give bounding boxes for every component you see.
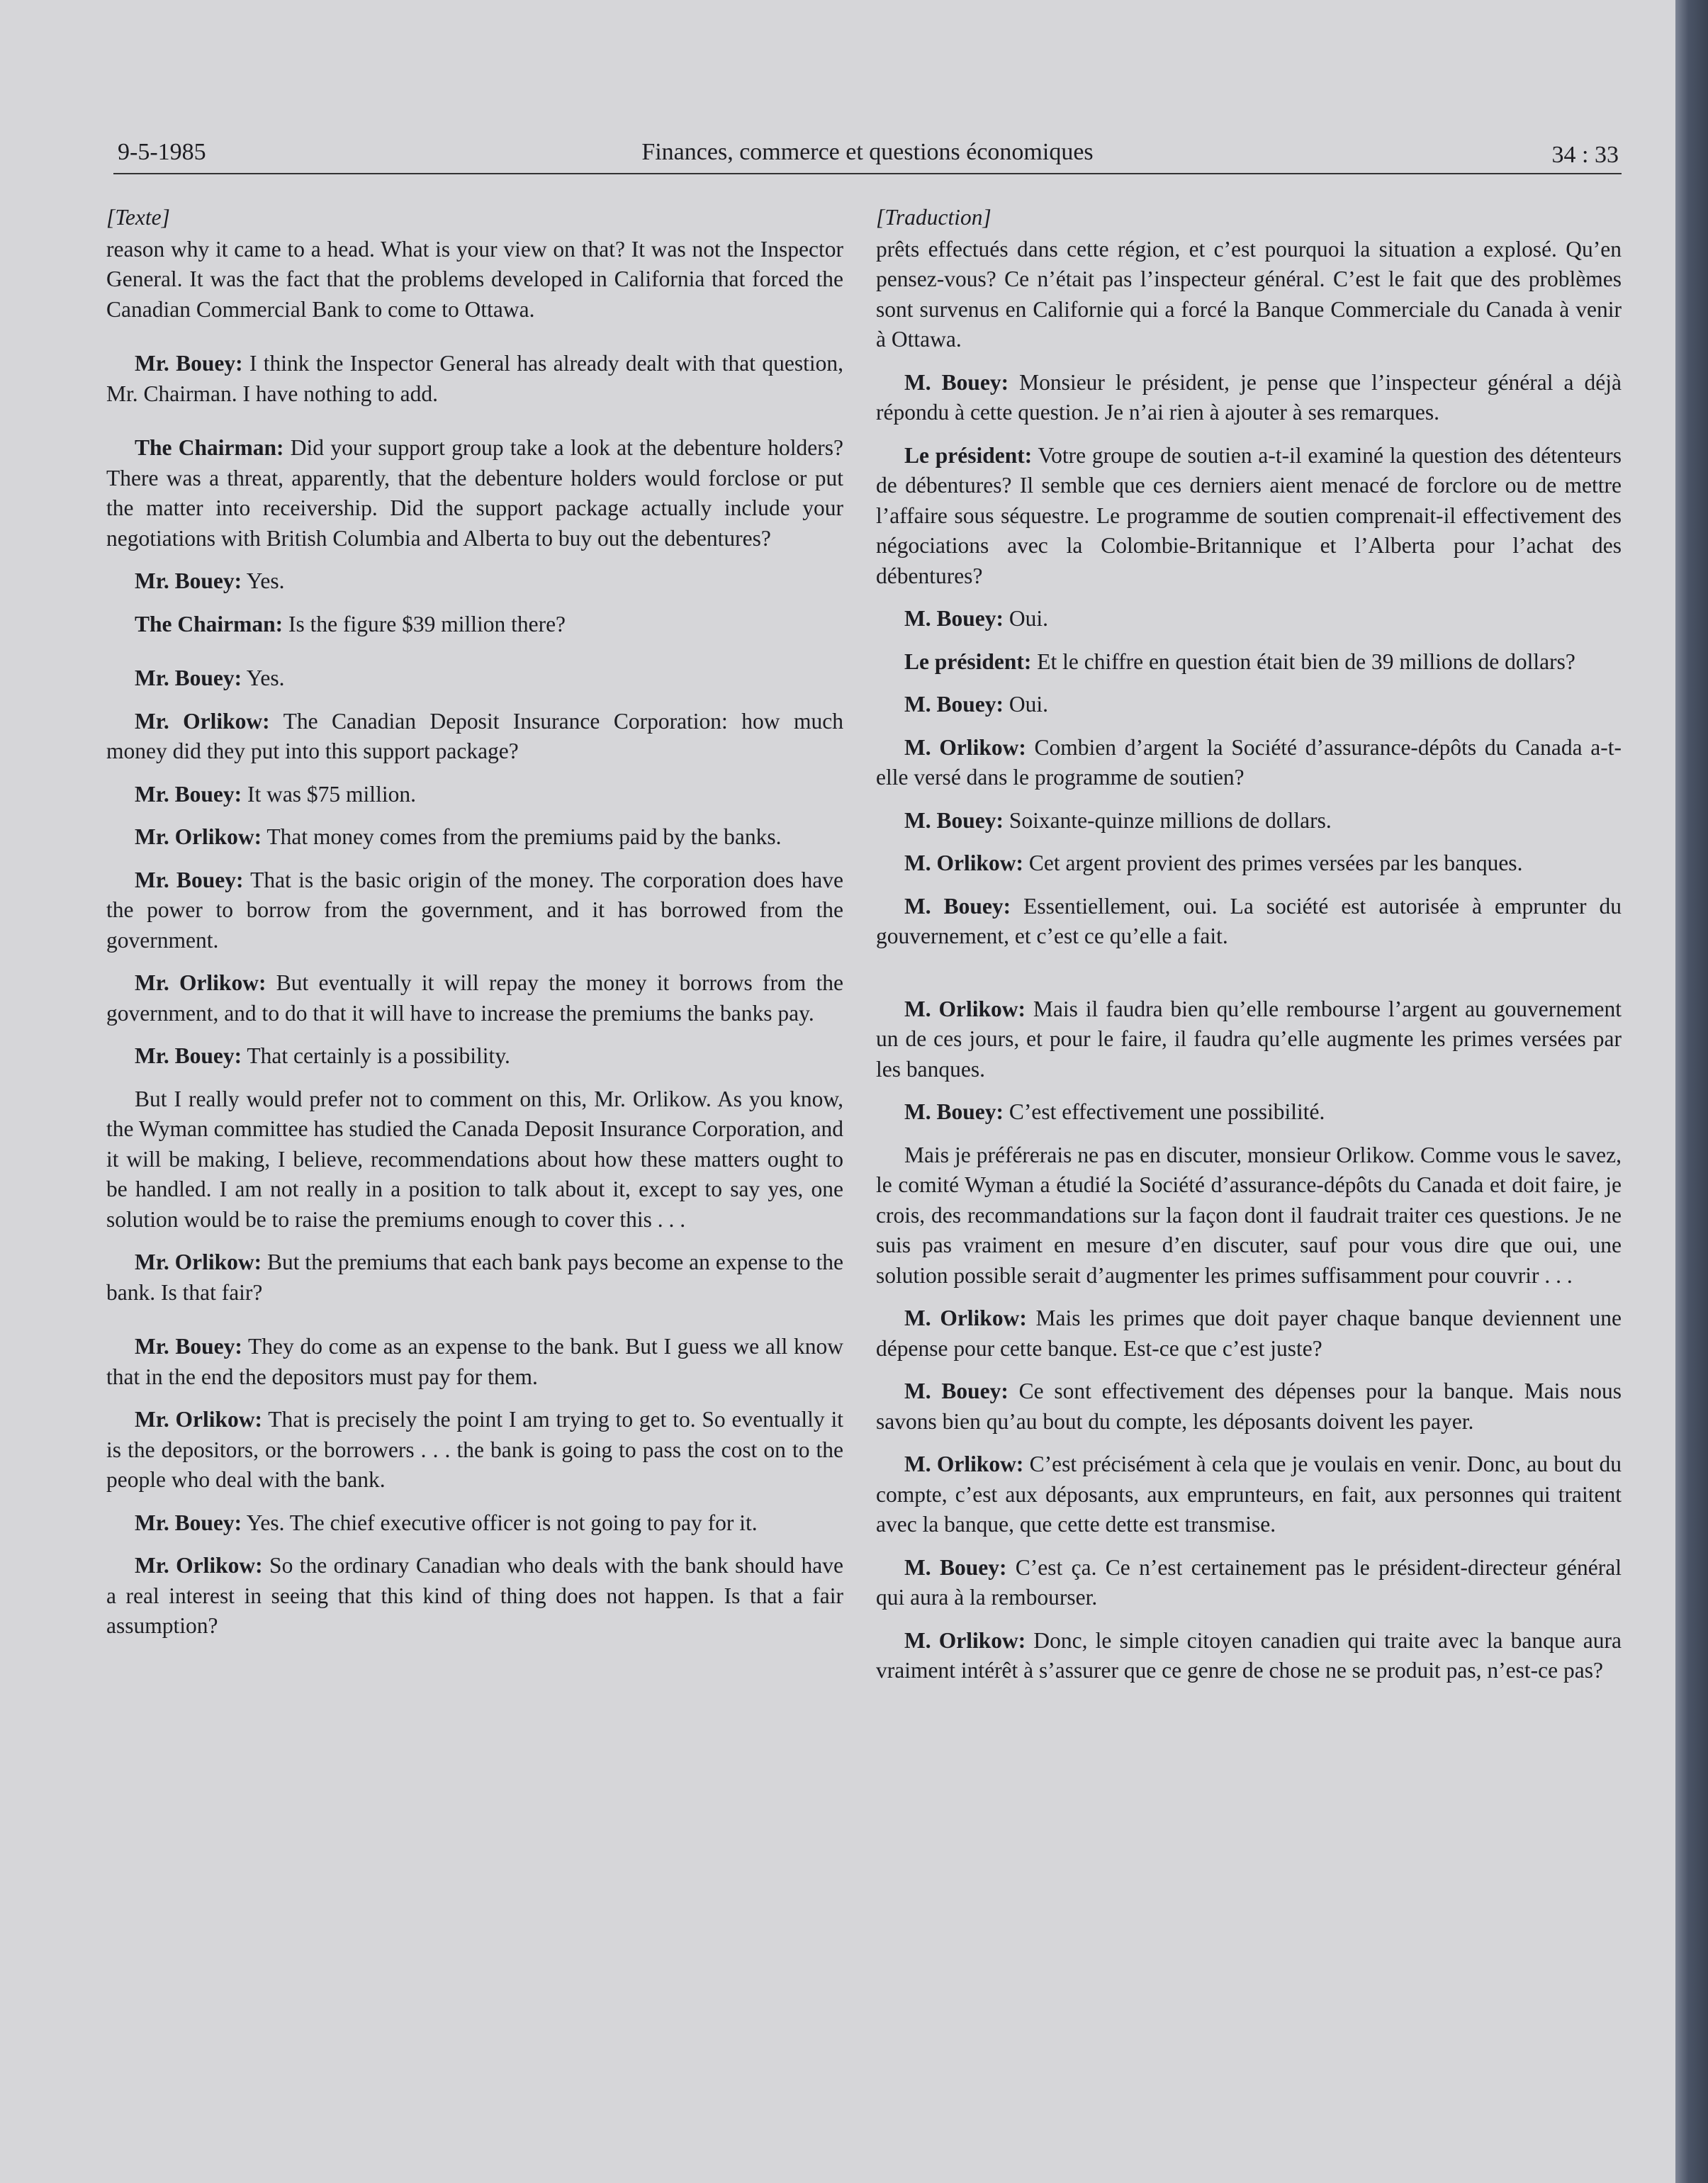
- speaker-label: M. Bouey:: [904, 1379, 1008, 1403]
- speaker-label: M. Bouey:: [904, 369, 1009, 395]
- paragraph: [876, 1626, 1622, 1686]
- speaker-label: Mr. Orlikow:: [135, 708, 270, 734]
- paragraph-text: But eventually it will repay the money it borrows from the government, and to do that it will have to increase the premiums the banks pay.: [106, 970, 843, 1026]
- speaker-label: Mr. Bouey:: [135, 781, 242, 807]
- speaker-label: M. Bouey:: [904, 893, 1011, 919]
- speaker-label: The Chairman:: [135, 611, 283, 636]
- paragraph-text: I think the Inspector General has already dealt with that question, Mr. Chairman. I have nothing to add.: [106, 351, 844, 406]
- paragraph: [876, 441, 1622, 592]
- paragraph-text: That is precisely the point I am trying to get to. So eventually it is the depositors, or the borrowers . . . the bank is going to pass the cost on to the people who deal with the bank.: [106, 1407, 843, 1492]
- paragraph-text: C’est effectivement une possibilité.: [1003, 1099, 1325, 1124]
- binder-edge: [1675, 0, 1708, 2183]
- paragraph-text: C’est précisément à cela que je voulais en venir. Donc, au bout du compte, c’est aux déposants, aux emprunteurs, en fait, aux personnes qui traitent avec la banque, que cette dette est transmise.: [876, 1452, 1622, 1537]
- speaker-label: M. Bouey:: [904, 692, 1004, 717]
- paragraph-text: Did your support group take a look at the debenture holders? There was a threat, apparently, that the debenture holders would forclose or put the matter into receivership. Did the support package actually include your negotiations with British Columbia and Alberta to buy out the debentures?: [106, 435, 843, 551]
- paragraph-text: That is the basic origin of the money. The corporation does have the power to borrow from the government, and it has borrowed from the government.: [106, 867, 843, 953]
- paragraph: [106, 968, 843, 1028]
- paragraph-text: Yes.: [242, 568, 285, 593]
- paragraph: [106, 1508, 843, 1539]
- paragraph-text: Is the figure $39 million there?: [283, 611, 566, 636]
- paragraph-text: They do come as an expense to the bank. But I guess we all know that in the end the depositors must pay for them.: [106, 1334, 843, 1389]
- paragraph: [106, 1405, 843, 1495]
- speaker-label: M. Orlikow:: [904, 734, 1026, 760]
- paragraph: [106, 865, 843, 956]
- paragraph-text: Oui.: [1003, 606, 1048, 631]
- speaker-label: Mr. Orlikow:: [135, 970, 266, 995]
- header-title: Finances, commerce et questions économiques: [641, 139, 1094, 165]
- speaker-label: M. Bouey:: [904, 1554, 1007, 1580]
- paragraph-text: Votre groupe de soutien a-t-il examiné la question des détenteurs de débentures? Il semble que ces derniers aient menacé de forclore ou de mettre l’affaire sous séquestre. Le programme de soutien comprenait-il effectivement des négociations avec la Colombie-Britannique et l’Alberta pour l’achat des débentures?: [876, 442, 1622, 588]
- paragraph: [876, 1140, 1622, 1291]
- paragraph-text: Soixante-quinze millions de dollars.: [1003, 807, 1332, 833]
- speaker-label: Mr. Bouey:: [135, 1510, 242, 1535]
- speaker-label: Le président:: [904, 442, 1033, 468]
- speaker-label: M. Orlikow:: [904, 851, 1023, 875]
- speaker-label: Mr. Bouey:: [135, 666, 242, 690]
- paragraph: [876, 848, 1622, 879]
- paragraph: [106, 1084, 843, 1235]
- speaker-label: The Chairman:: [135, 435, 284, 460]
- speaker-label: Mr. Orlikow:: [135, 1407, 262, 1432]
- header-date: 9-5-1985: [118, 139, 206, 165]
- paragraph-text: That certainly is a possibility.: [242, 1043, 510, 1068]
- paragraph-text: Essentiellement, oui. La société est autorisée à emprunter du gouvernement, et c’est ce qu’elle a fait.: [876, 893, 1622, 948]
- paragraph-text: Oui.: [1003, 692, 1048, 717]
- paragraph-text: Donc, le simple citoyen canadien qui traite avec la banque aura vraiment intérêt à s’assurer que ce genre de chose ne se produit pas, n’est-ce pas?: [876, 1627, 1622, 1683]
- paragraph: [106, 663, 843, 694]
- speaker-label: Mr. Orlikow:: [135, 1553, 263, 1578]
- paragraph: [106, 1551, 843, 1642]
- paragraph: [876, 368, 1622, 428]
- paragraph-text: Monsieur le président, je pense que l’inspecteur général a déjà répondu à cette question. Je n’ai rien à ajouter à ses remarques.: [876, 369, 1622, 425]
- speaker-label: M. Bouey:: [904, 1099, 1004, 1124]
- speaker-label: Mr. Orlikow:: [135, 1250, 262, 1274]
- speaker-label: M. Bouey:: [904, 807, 1004, 833]
- paragraph: [876, 733, 1622, 793]
- speaker-label: Mr. Bouey:: [135, 351, 243, 376]
- paragraph: [876, 1303, 1622, 1364]
- speaker-label: M. Orlikow:: [904, 1452, 1024, 1476]
- speaker-label: Mr. Bouey:: [135, 1334, 242, 1359]
- paragraph-text: It was $75 million.: [242, 781, 416, 807]
- speaker-label: M. Bouey:: [904, 606, 1004, 631]
- paragraph: [876, 1449, 1622, 1540]
- speaker-label: M. Orlikow:: [904, 1627, 1026, 1653]
- paragraph: [106, 1332, 843, 1392]
- french-column: [876, 203, 1622, 1699]
- page-header: [113, 139, 1622, 174]
- paragraph: [106, 1247, 843, 1308]
- speaker-label: Mr. Bouey:: [135, 867, 244, 892]
- paragraph-text: C’est ça. Ce n’est certainement pas le président-directeur général qui aura à la rembourser.: [876, 1554, 1622, 1610]
- paragraph-text: Yes.: [242, 666, 285, 690]
- paragraph: [876, 1376, 1622, 1437]
- speaker-label: Le président:: [904, 649, 1032, 674]
- paragraph: [106, 822, 843, 853]
- paragraph: [876, 806, 1622, 836]
- header-page-number: 34 : 33: [1551, 142, 1619, 168]
- paragraph: [876, 892, 1622, 952]
- paragraph: [876, 994, 1622, 1085]
- paragraph-text: Mais je préférerais ne pas en discuter, monsieur Orlikow. Comme vous le savez, le comité Wyman a étudié la Société d’assurance-dépôts du Canada et doit faire, je crois, des recommandations sur la façon dont il faudrait traiter ces questions. Je ne suis pas vraiment en mesure d’en discuter, sauf pour vous dire que oui, une solution possible serait d’augmenter les primes suffisamment pour couvrir . . .: [876, 1142, 1622, 1288]
- paragraph: [876, 647, 1622, 678]
- paragraph-text: Yes. The chief executive officer is not going to pay for it.: [242, 1510, 758, 1535]
- paragraph: [106, 235, 843, 325]
- paragraph-text: Combien d’argent la Société d’assurance-dépôts du Canada a-t-elle versé dans le programme de soutien?: [876, 734, 1622, 790]
- speaker-label: M. Orlikow:: [904, 1306, 1027, 1330]
- speaker-label: Mr. Orlikow:: [135, 824, 262, 849]
- paragraph-text: Mais il faudra bien qu’elle rembourse l’argent au gouvernement un de ces jours, et pour le faire, il faudra qu’elle augmente les primes versées par les banques.: [876, 996, 1622, 1082]
- speaker-label: Mr. Bouey:: [135, 1043, 242, 1068]
- paragraph: [876, 604, 1622, 634]
- paragraph-text: Ce sont effectivement des dépenses pour la banque. Mais nous savons bien qu’au bout du compte, les déposants doivent les payer.: [876, 1379, 1622, 1434]
- paragraph-text: prêts effectués dans cette région, et c’est pourquoi la situation a explosé. Qu’en pensez-vous? Ce n’était pas l’inspecteur général. C’est le fait que des problèmes sont survenus en Californie qui a forcé la Banque Commerciale du Canada à venir à Ottawa.: [876, 236, 1622, 352]
- paragraph-text: The Canadian Deposit Insurance Corporation: how much money did they put into this support package?: [106, 708, 843, 763]
- paragraph: [106, 566, 843, 597]
- column-marker-traduction: [Traduction]: [876, 205, 991, 230]
- paragraph: [106, 707, 843, 767]
- paragraph: [876, 1097, 1622, 1128]
- paragraph-text: But I really would prefer not to comment on this, Mr. Orlikow. As you know, the Wyman committee has studied the Canada Deposit Insurance Corporation, and it will be making, I believe, recommendations about how these matters ought to be handled. I am not really in a position to talk about it, except to say yes, one solution would be to raise the premiums enough to cover this . . .: [106, 1086, 843, 1232]
- paragraph: [876, 1553, 1622, 1613]
- paragraph-text: Et le chiffre en question était bien de 39 millions de dollars?: [1031, 649, 1575, 674]
- english-column: [106, 203, 843, 1654]
- paragraph: [876, 690, 1622, 720]
- paragraph-text: That money comes from the premiums paid by the banks.: [262, 824, 782, 849]
- speaker-label: M. Orlikow:: [904, 996, 1026, 1021]
- paragraph: [106, 780, 843, 810]
- paragraph: [106, 1041, 843, 1072]
- paragraph: [876, 235, 1622, 355]
- paragraph: [106, 349, 843, 409]
- paragraph-text: Cet argent provient des primes versées par les banques.: [1023, 851, 1523, 875]
- speaker-label: Mr. Bouey:: [135, 568, 242, 593]
- paragraph: [106, 610, 843, 640]
- paragraph-text: reason why it came to a head. What is your view on that? It was not the Inspector General. It was the fact that the problems developed in California that forced the Canadian Commercial Bank to come to Ottawa.: [106, 236, 843, 322]
- column-marker-texte: [Texte]: [106, 205, 170, 230]
- paragraph-text: Mais les primes que doit payer chaque banque deviennent une dépense pour cette banque. Est-ce que c’est juste?: [876, 1306, 1622, 1361]
- paragraph: [106, 433, 843, 554]
- paragraph-text: So the ordinary Canadian who deals with the bank should have a real interest in seeing that this kind of thing does not happen. Is that a fair assumption?: [106, 1553, 843, 1638]
- paragraph-text: But the premiums that each bank pays become an expense to the bank. Is that fair?: [106, 1250, 843, 1305]
